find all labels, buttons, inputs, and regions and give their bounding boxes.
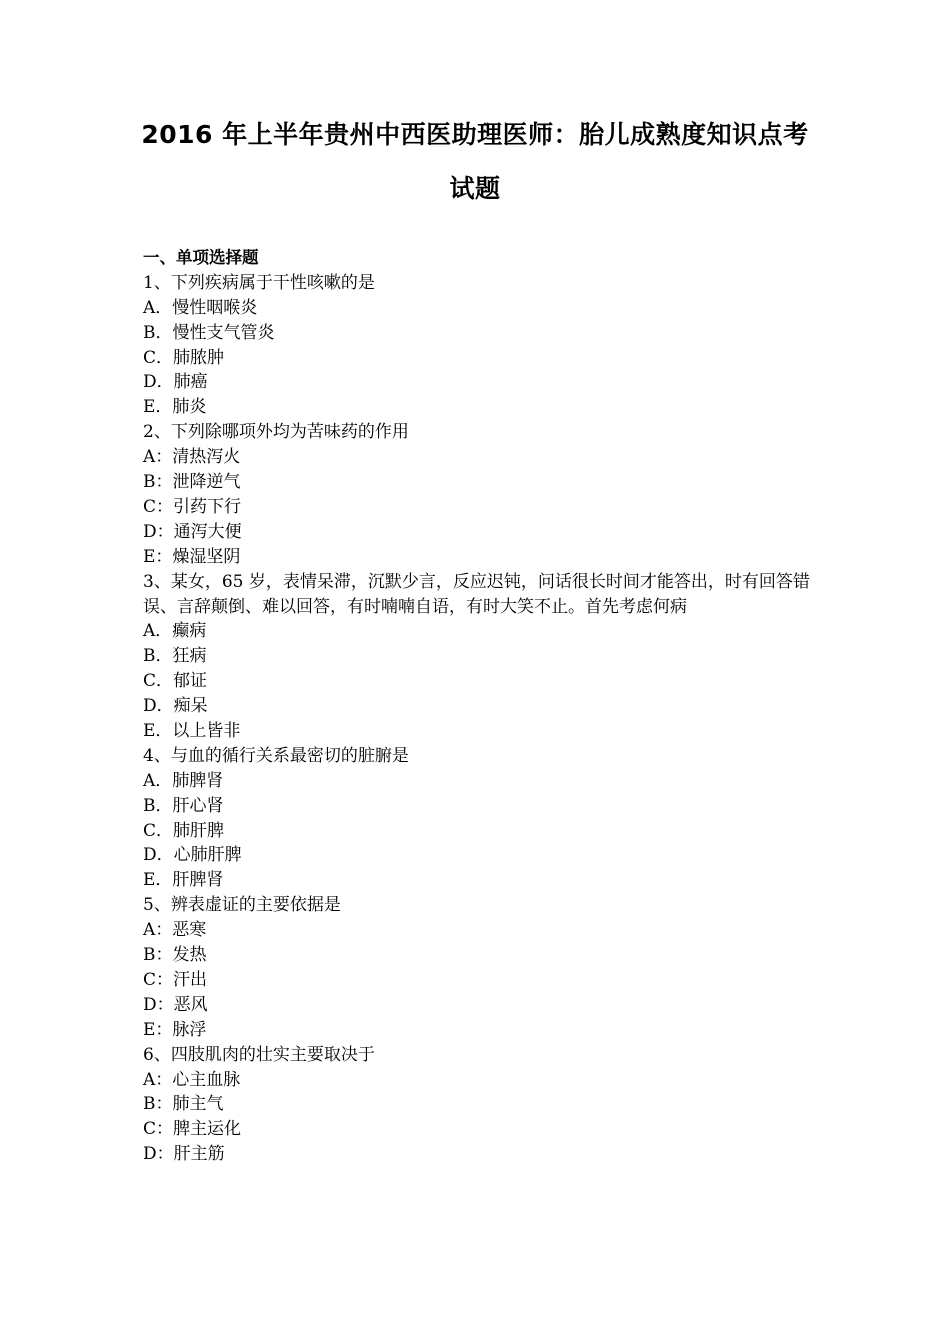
option-a: A：清热泻火: [143, 447, 241, 468]
option-b: B．慢性支气管炎: [143, 322, 275, 343]
option-d: D：肝主筋: [143, 1144, 225, 1165]
option-d: D：通泻大便: [143, 521, 242, 542]
question-5: [143, 893, 823, 1042]
question-text: 3、某女，65 岁，表情呆滞，沉默少言，反应迟钝，问话很长时间才能答出，时有回答错误、言辞颠倒、难以回答，有时喃喃自语，有时大笑不止。首先考虑何病: [143, 571, 810, 617]
question-2: [143, 420, 823, 569]
option-a: A．肺脾肾: [143, 770, 224, 791]
question-6: [143, 1043, 823, 1167]
option-c: C：汗出: [143, 969, 208, 990]
option-b: B：肺主气: [143, 1094, 224, 1115]
option-b: B：泄降逆气: [143, 472, 241, 493]
question-4: [143, 744, 823, 893]
option-b: B．狂病: [143, 646, 207, 667]
option-a: A：心主血脉: [143, 1069, 241, 1090]
option-d: D．心肺肝脾: [143, 845, 242, 866]
option-c: C：引药下行: [143, 496, 242, 517]
option-d: D．痴呆: [143, 696, 208, 717]
option-e: E：脉浮: [143, 1019, 207, 1040]
option-b: B：发热: [143, 945, 207, 966]
option-b: B．肝心肾: [143, 795, 224, 816]
option-e: E．肺炎: [143, 397, 207, 418]
option-a: A．癫病: [143, 621, 207, 642]
question-1: [143, 271, 823, 420]
question-text: 1、下列疾病属于干性咳嗽的是: [143, 272, 375, 293]
question-3: [143, 570, 823, 744]
document-title-continued: 试题: [449, 174, 501, 203]
option-d: D：恶风: [143, 994, 208, 1015]
question-text: 5、辨表虚证的主要依据是: [143, 895, 341, 916]
option-c: C．肺肝脾: [143, 820, 225, 841]
option-c: C．肺脓肿: [143, 347, 225, 368]
option-e: E．以上皆非: [143, 720, 241, 741]
option-c: C．郁证: [143, 671, 208, 692]
section-heading: 一、单项选择题: [143, 248, 259, 267]
question-text: 2、下列除哪项外均为苦味药的作用: [143, 422, 409, 443]
option-e: E：燥湿坚阴: [143, 546, 241, 567]
option-d: D．肺癌: [143, 372, 208, 393]
question-text: 6、四肢肌肉的壮实主要取决于: [143, 1044, 375, 1065]
option-a: A．慢性咽喉炎: [143, 297, 258, 318]
question-text: 4、与血的循行关系最密切的脏腑是: [143, 745, 409, 766]
exam-content: [143, 246, 823, 1167]
option-a: A：恶寒: [143, 920, 207, 941]
option-c: C：脾主运化: [143, 1119, 242, 1140]
option-e: E．肝脾肾: [143, 870, 224, 891]
document-title: 2016 年上半年贵州中西医助理医师：胎儿成熟度知识点考: [141, 120, 809, 149]
